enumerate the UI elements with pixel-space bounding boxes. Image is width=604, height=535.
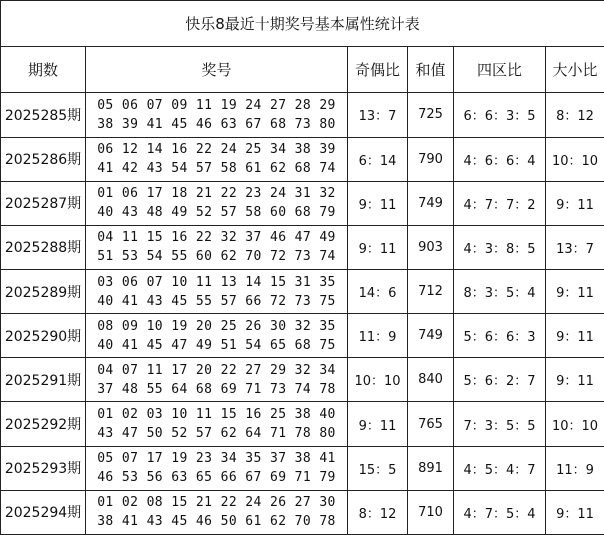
zone-cell: 6：6：3：5 <box>454 93 546 137</box>
odd-even-cell: 13：7 <box>348 93 408 137</box>
table-row <box>1 137 604 181</box>
sum-cell: 903 <box>408 225 454 269</box>
table-row <box>1 490 604 534</box>
numbers-line-1: 06 12 14 16 22 24 25 34 38 39 <box>97 142 336 158</box>
zone-cell: 4：6：6：4 <box>454 137 546 181</box>
header-big-small: 大小比 <box>546 47 604 93</box>
numbers-line-1: 03 06 07 10 11 13 14 15 31 35 <box>97 274 336 290</box>
table-row <box>1 225 604 269</box>
table-row <box>1 358 604 402</box>
sum-cell: 840 <box>408 358 454 402</box>
sum-cell: 749 <box>408 181 454 225</box>
table-row <box>1 181 604 225</box>
numbers-line-2: 40 43 48 49 52 57 58 60 68 79 <box>97 205 336 221</box>
header-odd-even: 奇偶比 <box>348 47 408 93</box>
header-period: 期数 <box>1 47 86 93</box>
zone-cell: 7：3：5：5 <box>454 402 546 446</box>
header-zone: 四区比 <box>454 47 546 93</box>
big-small-cell: 13：7 <box>546 225 604 269</box>
numbers-cell <box>86 181 348 225</box>
period-cell: 2025285期 <box>1 93 86 137</box>
period-cell: 2025288期 <box>1 225 86 269</box>
zone-cell: 4：3：8：5 <box>454 225 546 269</box>
period-cell: 2025289期 <box>1 269 86 313</box>
odd-even-cell: 6：14 <box>348 137 408 181</box>
numbers-cell <box>86 269 348 313</box>
numbers-line-2: 38 41 43 45 46 50 61 62 70 78 <box>97 514 336 530</box>
odd-even-cell: 11：9 <box>348 314 408 358</box>
zone-cell: 5：6：2：7 <box>454 358 546 402</box>
table-row <box>1 402 604 446</box>
odd-even-cell: 15：5 <box>348 446 408 490</box>
numbers-cell <box>86 225 348 269</box>
header-numbers: 奖号 <box>86 47 348 93</box>
numbers-cell <box>86 402 348 446</box>
sum-cell: 710 <box>408 490 454 534</box>
numbers-line-1: 05 07 17 19 23 34 35 37 38 41 <box>97 451 336 467</box>
numbers-line-1: 05 06 07 09 11 19 24 27 28 29 <box>97 97 336 113</box>
period-cell: 2025287期 <box>1 181 86 225</box>
zone-cell: 4：5：4：7 <box>454 446 546 490</box>
zone-cell: 4：7：7：2 <box>454 181 546 225</box>
sum-cell: 790 <box>408 137 454 181</box>
big-small-cell: 9：11 <box>546 181 604 225</box>
numbers-line-1: 01 06 17 18 21 22 23 24 31 32 <box>97 186 336 202</box>
numbers-cell <box>86 93 348 137</box>
odd-even-cell: 9：11 <box>348 402 408 446</box>
numbers-line-1: 01 02 03 10 11 15 16 25 38 40 <box>97 407 336 423</box>
numbers-cell <box>86 446 348 490</box>
table-row <box>1 446 604 490</box>
sum-cell: 725 <box>408 93 454 137</box>
numbers-cell <box>86 490 348 534</box>
numbers-line-2: 38 39 41 45 46 63 67 68 73 80 <box>97 116 336 132</box>
odd-even-cell: 10：10 <box>348 358 408 402</box>
numbers-line-1: 01 02 08 15 21 22 24 26 27 30 <box>97 495 336 511</box>
sum-cell: 765 <box>408 402 454 446</box>
period-cell: 2025293期 <box>1 446 86 490</box>
numbers-line-2: 40 41 43 45 55 57 66 72 73 75 <box>97 293 336 309</box>
big-small-cell: 10：10 <box>546 402 604 446</box>
sum-cell: 891 <box>408 446 454 490</box>
big-small-cell: 9：11 <box>546 269 604 313</box>
table-title: 快乐8最近十期奖号基本属性统计表 <box>1 1 604 47</box>
big-small-cell: 9：11 <box>546 314 604 358</box>
numbers-cell <box>86 314 348 358</box>
numbers-line-2: 51 53 54 55 60 62 70 72 73 74 <box>97 249 336 265</box>
numbers-line-1: 04 11 15 16 22 32 37 46 47 49 <box>97 230 336 246</box>
numbers-cell <box>86 137 348 181</box>
numbers-line-2: 40 41 45 47 49 51 54 65 68 75 <box>97 337 336 353</box>
numbers-line-2: 46 53 56 63 65 66 67 69 71 79 <box>97 470 336 486</box>
period-cell: 2025294期 <box>1 490 86 534</box>
period-cell: 2025290期 <box>1 314 86 358</box>
period-cell: 2025292期 <box>1 402 86 446</box>
header-row <box>1 47 604 93</box>
big-small-cell: 9：11 <box>546 490 604 534</box>
numbers-line-2: 41 42 43 54 57 58 61 62 68 74 <box>97 161 336 177</box>
sum-cell: 749 <box>408 314 454 358</box>
numbers-line-1: 04 07 11 17 20 22 27 29 32 34 <box>97 362 336 378</box>
zone-cell: 8：3：5：4 <box>454 269 546 313</box>
odd-even-cell: 8：12 <box>348 490 408 534</box>
odd-even-cell: 9：11 <box>348 181 408 225</box>
big-small-cell: 9：11 <box>546 358 604 402</box>
table-row <box>1 93 604 137</box>
odd-even-cell: 14：6 <box>348 269 408 313</box>
table-row <box>1 314 604 358</box>
odd-even-cell: 9：11 <box>348 225 408 269</box>
header-sum: 和值 <box>408 47 454 93</box>
table-row <box>1 269 604 313</box>
big-small-cell: 11：9 <box>546 446 604 490</box>
big-small-cell: 10：10 <box>546 137 604 181</box>
big-small-cell: 8：12 <box>546 93 604 137</box>
numbers-line-2: 43 47 50 52 57 62 64 71 78 80 <box>97 426 336 442</box>
period-cell: 2025291期 <box>1 358 86 402</box>
numbers-cell <box>86 358 348 402</box>
period-cell: 2025286期 <box>1 137 86 181</box>
numbers-line-1: 08 09 10 19 20 25 26 30 32 35 <box>97 318 336 334</box>
zone-cell: 4：7：5：4 <box>454 490 546 534</box>
zone-cell: 5：6：6：3 <box>454 314 546 358</box>
numbers-line-2: 37 48 55 64 68 69 71 73 74 78 <box>97 381 336 397</box>
sum-cell: 712 <box>408 269 454 313</box>
